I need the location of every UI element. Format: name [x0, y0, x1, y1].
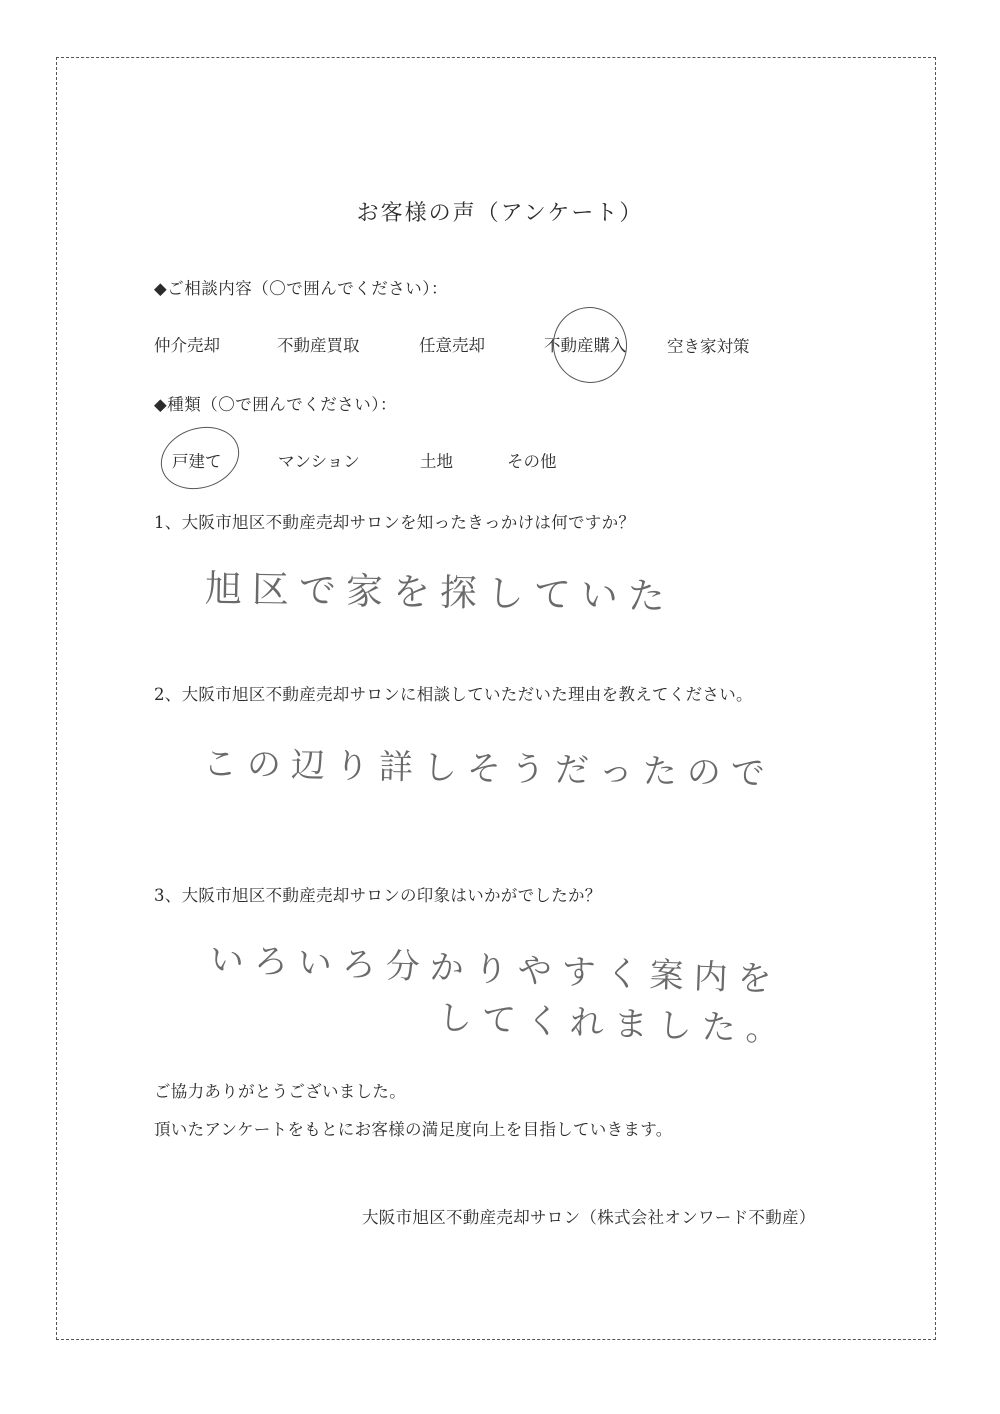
company-signature: 大阪市旭区不動産売却サロン（株式会社オンワード不動産）	[362, 1208, 816, 1227]
consultation-option-real-estate-purchase: 不動産購入	[544, 336, 627, 355]
property-option-other: その他	[507, 452, 557, 471]
property-option-detached-house: 戸建て	[172, 452, 222, 471]
consultation-option-direct-purchase: 不動産買取	[277, 336, 360, 355]
answer-1-handwriting: 旭区で家を探していた	[204, 567, 676, 619]
answer-2-handwriting: この辺り詳しそうだったので	[202, 744, 776, 794]
question-3: 3、大阪市旭区不動産売却サロンの印象はいかがでしたか？	[154, 886, 602, 905]
consultation-label: ◆ご相談内容（〇で囲んでください）：	[154, 279, 448, 298]
answer-3-handwriting-line-1: いろいろ分かりやすく案内を	[209, 940, 783, 1000]
consultation-option-brokerage-sale: 仲介売却	[154, 336, 220, 355]
answer-3-handwriting-line-2: してくれました。	[437, 998, 791, 1051]
closing-message: 頂いたアンケートをもとにお客様の満足度向上を目指していきます。	[154, 1120, 673, 1139]
property-option-land: 土地	[420, 452, 453, 471]
thank-you-line: ご協力ありがとうございました。	[154, 1082, 406, 1101]
property-type-label: ◆種類（〇で囲んでください）：	[154, 395, 397, 414]
question-1: 1、大阪市旭区不動産売却サロンを知ったきっかけは何ですか？	[154, 513, 636, 532]
consultation-option-vacant-house: 空き家対策	[667, 337, 750, 356]
page-title: お客様の声（アンケート）	[356, 201, 644, 226]
consultation-option-voluntary-sale: 任意売却	[419, 336, 485, 355]
question-2: 2、大阪市旭区不動産売却サロンに相談していただいた理由を教えてください。	[154, 685, 753, 704]
property-option-condominium: マンション	[278, 452, 360, 471]
